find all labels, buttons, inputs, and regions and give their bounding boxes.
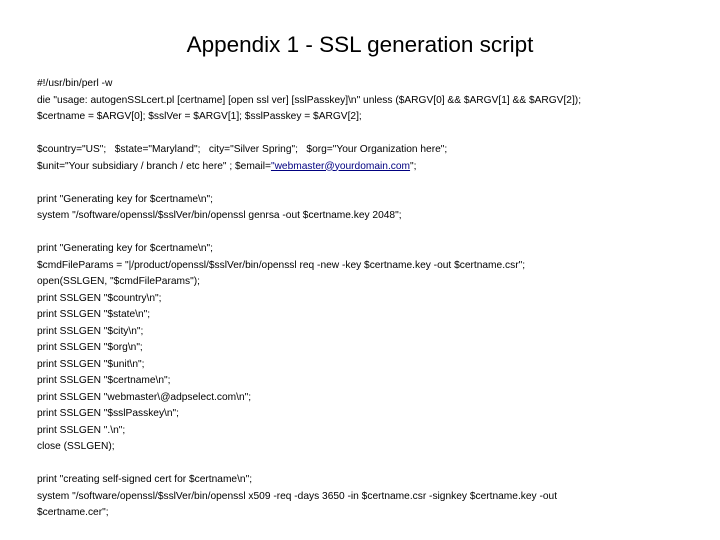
code-line: print SSLGEN ".\n"; [37, 424, 126, 436]
code-line: print "creating self-signed cert for $certname\n"; [37, 474, 253, 485]
code-line: $certname.cer"; [37, 507, 109, 518]
code-line: print SSLGEN "$certname\n"; [37, 375, 171, 386]
code-block-x509 [37, 472, 707, 522]
email-link[interactable]: "webmaster@yourdomain.com [270, 160, 411, 172]
code-block-csr [37, 241, 707, 456]
code-line: print SSLGEN "$city\n"; [37, 325, 144, 337]
code-line: print SSLGEN "$unit\n"; [37, 358, 145, 370]
code-line: die "usage: autogenSSLcert.pl [certname] [open ssl ver] [sslPasskey]\n" unless ($ARGV[0] && $ARGV[1] && $ARGV[2]); [37, 94, 582, 106]
code-line: #!/usr/bin/perl -w [37, 78, 113, 89]
code-text: $unit="Your subsidiary / branch / etc here" ; $email= [37, 160, 271, 172]
code-block-header [37, 76, 707, 126]
code-line: close (SSLGEN); [37, 441, 115, 452]
code-line: open(SSLGEN, "$cmdFileParams"); [37, 276, 200, 287]
blank-line [37, 175, 707, 192]
code-block-genrsa [37, 192, 707, 225]
code-line: print "Generating key for $certname\n"; [37, 243, 213, 254]
code-line: $cmdFileParams = "|/product/openssl/$sslVer/bin/openssl req -new -key $certname.key -out $certname.csr"; [37, 259, 526, 271]
blank-line [37, 456, 707, 473]
blank-line [37, 225, 707, 242]
code-line: print "Generating key for $certname\n"; [37, 193, 213, 205]
slide-title: Appendix 1 - SSL generation script [186, 32, 534, 57]
code-line: $certname = $ARGV[0]; $sslVer = $ARGV[1]; $sslPasskey = $ARGV[2]; [37, 111, 362, 122]
code-line: print SSLGEN "$org\n"; [37, 342, 143, 353]
code-block-variables [37, 142, 707, 175]
script-body [37, 76, 707, 522]
blank-line [37, 126, 707, 143]
code-line: system "/software/openssl/$sslVer/bin/openssl genrsa -out $certname.key 2048"; [37, 210, 402, 221]
code-line: print SSLGEN "$state\n"; [37, 309, 151, 320]
code-line: print SSLGEN "$country\n"; [37, 292, 162, 304]
code-line [37, 159, 707, 176]
code-line: system "/software/openssl/$sslVer/bin/openssl x509 -req -days 3650 -in $certname.csr -signkey $certname.key -out [37, 490, 558, 502]
code-line: print SSLGEN "webmaster\@adpselect.com\n"; [37, 391, 252, 403]
code-text: "; [410, 160, 417, 172]
code-line: print SSLGEN "$sslPasskey\n"; [37, 408, 179, 419]
code-line: $country="US"; $state="Maryland"; city="Silver Spring"; $org="Your Organization here"; [37, 144, 448, 155]
